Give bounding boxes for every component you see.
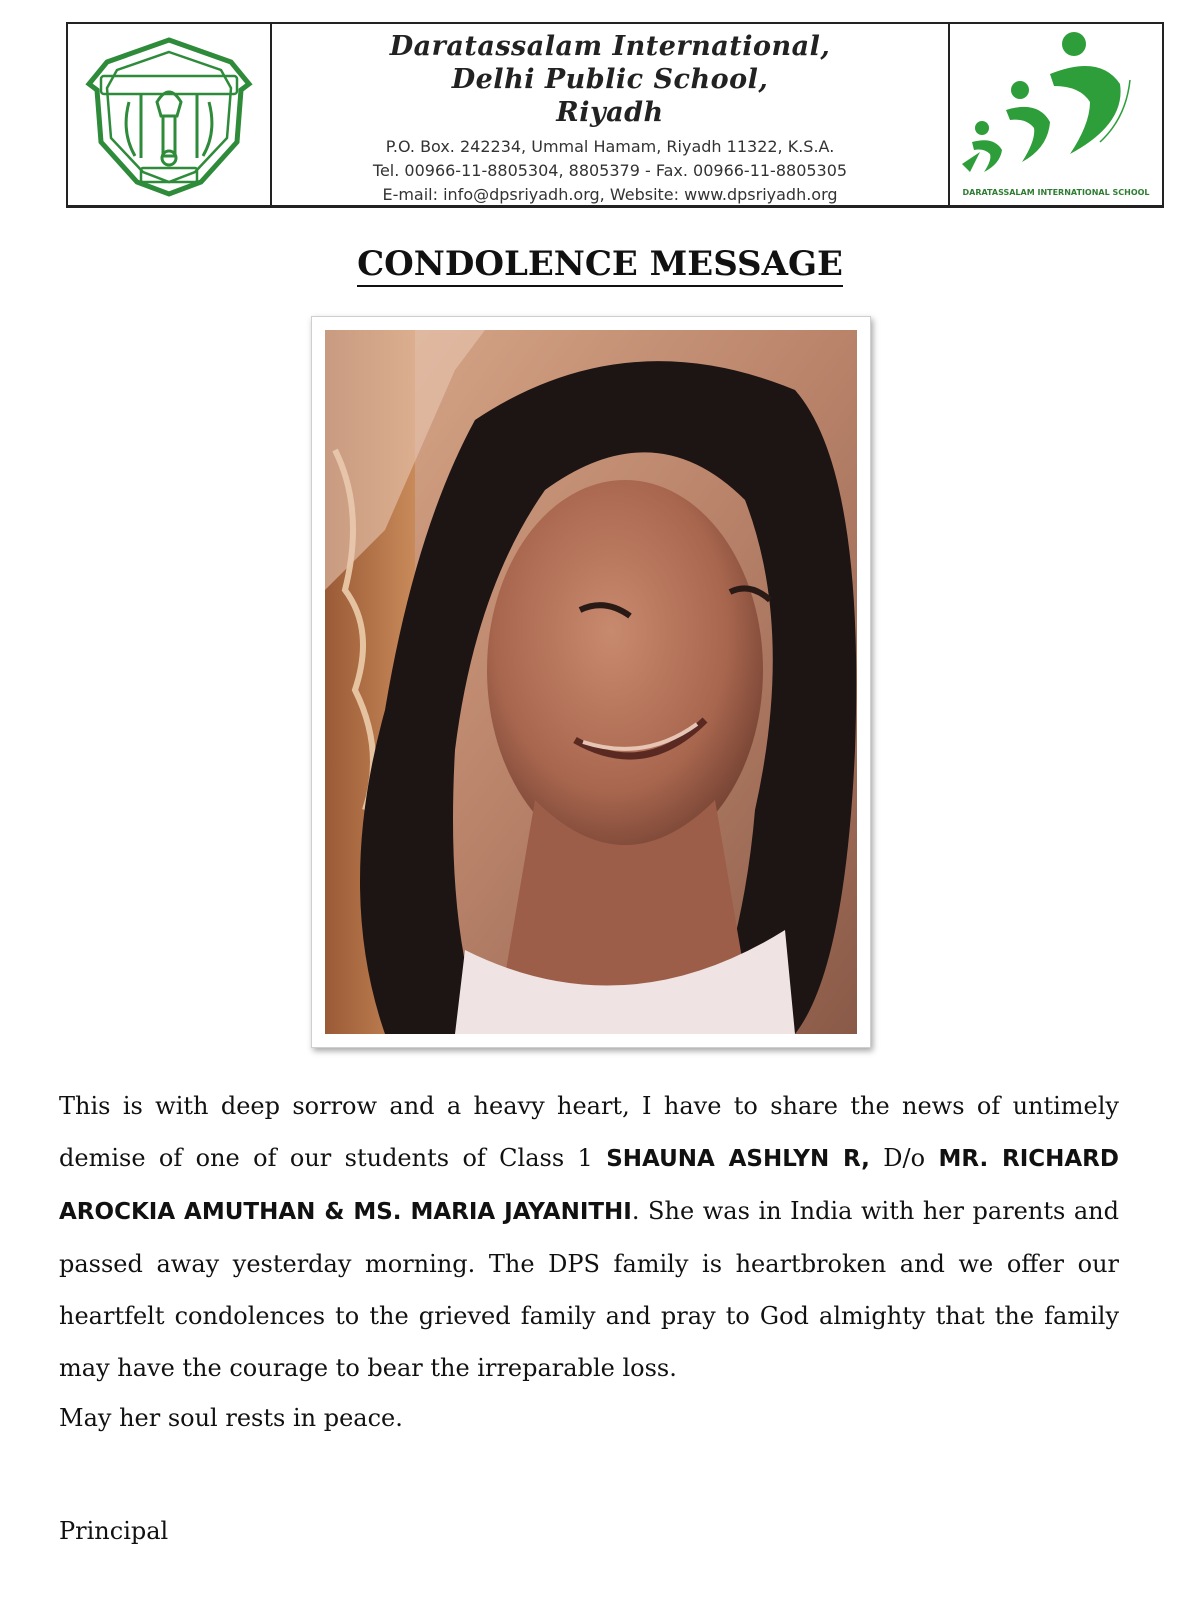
dis-logo-cell	[948, 24, 1162, 205]
dps-logo-cell	[68, 24, 272, 205]
school-address: P.O. Box. 242234, Ummal Hamam, Riyadh 11322, K.S.A.	[385, 137, 835, 156]
page-title	[0, 244, 1200, 284]
school-phone: Tel. 00966-11-8805304, 8805379 - Fax. 00966-11-8805305	[372, 161, 848, 180]
school-email-website: E-mail: info@dpsriyadh.org, Website: www.dpsriyadh.org	[382, 185, 838, 204]
student-name: SHAUNA ASHLYN R,	[606, 1146, 870, 1172]
closing-line: May her soul rests in peace.	[59, 1404, 403, 1432]
condolence-message	[59, 1080, 1119, 1394]
school-name-line2: Delhi Public School,	[451, 64, 769, 95]
student-photo	[325, 330, 857, 1034]
message-part2: D/o	[869, 1144, 939, 1172]
dps-crest-icon	[81, 32, 257, 198]
school-name-line3: Riyadh	[556, 97, 664, 128]
dis-logo-caption: DARATASSALAM INTERNATIONAL SCHOOL	[962, 188, 1150, 197]
student-portrait-image	[325, 330, 857, 1034]
photo-frame	[311, 316, 871, 1048]
signoff: Principal	[59, 1517, 169, 1545]
message-part3: . She was in India with her parents and passed away yesterday morning. The DPS family is heartbroken and we offer our heartfelt condolences to the grieved family and pray to God almighty that the family may have the courage to bear the irreparable loss.	[59, 1197, 1119, 1382]
letterhead-text	[272, 24, 948, 205]
parents-names: MR. RICHARD AROCKIA AMUTHAN & MS. MARIA JAYANITHI	[59, 1146, 1119, 1225]
message-part1: This is with deep sorrow and a heavy heart, I have to share the news of untimely demise of one of our students of Class 1	[59, 1092, 1119, 1172]
school-name-line1: Daratassalam International,	[389, 31, 831, 62]
letterhead	[66, 22, 1164, 208]
dis-runners-logo-icon	[950, 24, 1162, 184]
page-title-text: CONDOLENCE MESSAGE	[357, 244, 843, 287]
